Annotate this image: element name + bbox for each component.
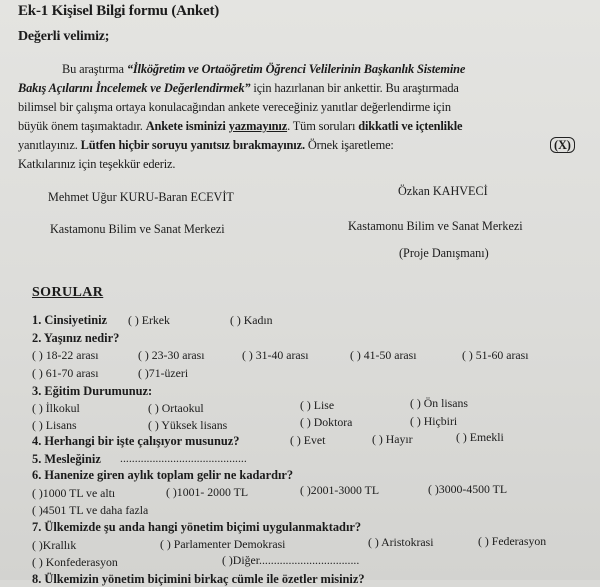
emphasis-text: Lütfen hiçbir soruyu yanıtsız bırakmayınız. — [80, 138, 305, 152]
question-2-label: 2. Yaşınız nedir? — [32, 331, 120, 345]
q2-option-31-40[interactable]: ( ) 31-40 arası — [242, 348, 309, 362]
q4-option-evet[interactable]: ( ) Evet — [290, 433, 326, 447]
q2-option-51-60[interactable]: ( ) 51-60 arası — [462, 348, 529, 362]
question-3-label: 3. Eğitim Durumunuz: — [32, 384, 153, 398]
intro-line-6: Katkılarınız için teşekkür ederiz. — [18, 157, 176, 171]
emphasis-text: Ankete isminizi — [145, 119, 229, 133]
intro-line-4 — [18, 119, 462, 134]
q3-option-ilkokul[interactable]: ( ) İlkokul — [32, 401, 80, 415]
intro-line-2 — [18, 81, 459, 96]
q1-option-erkek[interactable]: ( ) Erkek — [128, 313, 170, 327]
intro-line-3: bilimsel bir çalışma ortaya konulacağından ankete vereceğiniz yanıtlar değerlendirme için — [18, 100, 451, 114]
advisor-organization: Kastamonu Bilim ve Sanat Merkezi — [348, 219, 523, 233]
q2-option-18-22[interactable]: ( ) 18-22 arası — [32, 348, 99, 362]
q7-option-aristokrasi[interactable]: ( ) Aristokrasi — [368, 535, 434, 549]
form-title: Ek-1 Kişisel Bilgi formu (Anket) — [18, 3, 220, 19]
q2-option-71-plus[interactable]: ( )71-üzeri — [138, 366, 189, 380]
q6-option-3000-4500[interactable]: ( )3000-4500 TL — [428, 482, 508, 496]
q2-option-23-30[interactable]: ( ) 23-30 arası — [138, 348, 205, 362]
q3-option-on-lisans[interactable]: ( ) Ön lisans — [410, 396, 468, 410]
intro-text: için hazırlanan bir ankettir. Bu araştırmada — [250, 81, 459, 95]
q7-option-federasyon[interactable]: ( ) Federasyon — [478, 534, 547, 548]
emphasis-text: dikkatli ve içtenlikle — [358, 119, 463, 133]
example-mark-symbol: (X) — [550, 137, 575, 153]
q5-occupation-field[interactable]: ........................................... — [120, 451, 247, 465]
q3-option-ortaokul[interactable]: ( ) Ortaokul — [148, 401, 204, 415]
intro-text: . Tüm soruları — [287, 119, 359, 133]
intro-text: büyük önem taşımaktadır. — [18, 119, 146, 133]
q3-option-yuksek-lisans[interactable]: ( ) Yüksek lisans — [148, 418, 228, 432]
q1-option-kadin[interactable]: ( ) Kadın — [230, 313, 273, 327]
q3-option-lise[interactable]: ( ) Lise — [300, 398, 335, 412]
q2-option-61-70[interactable]: ( ) 61-70 arası — [32, 366, 99, 380]
q7-option-krallik[interactable]: ( )Krallık — [32, 538, 77, 552]
author-names: Mehmet Uğur KURU-Baran ECEVİT — [48, 190, 234, 204]
intro-line-5 — [18, 138, 394, 153]
q3-option-hicbiri[interactable]: ( ) Hiçbiri — [410, 414, 458, 428]
q7-option-parlamenter-demokrasi[interactable]: ( ) Parlamenter Demokrasi — [160, 537, 286, 551]
q7-option-konfederasyon[interactable]: ( ) Konfederasyon — [32, 555, 118, 569]
question-4-label: 4. Herhangi bir işte çalışıyor musunuz? — [32, 434, 240, 448]
q6-option-2001-3000[interactable]: ( )2001-3000 TL — [300, 483, 380, 497]
intro-line-1 — [62, 62, 465, 77]
intro-text: yanıtlayınız. — [18, 138, 81, 152]
advisor-role: (Proje Danışmanı) — [399, 246, 489, 260]
q3-option-lisans[interactable]: ( ) Lisans — [32, 418, 77, 432]
emphasis-underlined: yazmayınız — [228, 119, 288, 133]
section-title: SORULAR — [32, 285, 104, 300]
intro-text: Bu araştırma — [62, 62, 127, 76]
question-8-label: 8. Ülkemizin yönetim biçimini birkaç cümle ile özetler misiniz? — [32, 572, 365, 586]
study-title-cont: Bakış Açılarını İncelemek ve Değerlendirmek” — [18, 81, 251, 95]
advisor-name: Özkan KAHVECİ — [398, 184, 488, 198]
q4-option-hayir[interactable]: ( ) Hayır — [372, 432, 413, 446]
example-mark — [550, 137, 575, 153]
question-6-label: 6. Hanenize giren aylık toplam gelir ne kadardır? — [32, 468, 294, 482]
greeting: Değerli velimiz; — [18, 29, 110, 44]
study-title: “İlköğretim ve Ortaöğretim Öğrenci Velilerinin Başkanlık Sistemine — [126, 62, 466, 76]
intro-text: Örnek işaretleme: — [304, 138, 394, 152]
q6-option-1001-2000[interactable]: ( )1001- 2000 TL — [166, 485, 249, 499]
author-organization: Kastamonu Bilim ve Sanat Merkezi — [50, 222, 225, 236]
q6-option-4501-plus[interactable]: ( )4501 TL ve daha fazla — [32, 503, 149, 517]
q3-option-doktora[interactable]: ( ) Doktora — [300, 415, 353, 429]
question-5-label: 5. Mesleğiniz — [32, 452, 101, 466]
q6-option-1000-under[interactable]: ( )1000 TL ve altı — [32, 486, 116, 500]
q2-option-41-50[interactable]: ( ) 41-50 arası — [350, 348, 417, 362]
question-7-label: 7. Ülkemizde şu anda hangi yönetim biçimi uygulanmaktadır? — [32, 520, 362, 534]
q7-option-diger[interactable]: ( )Diğer.................................. — [222, 553, 360, 567]
q4-option-emekli[interactable]: ( ) Emekli — [456, 430, 504, 444]
question-1-label: 1. Cinsiyetiniz — [32, 313, 108, 327]
